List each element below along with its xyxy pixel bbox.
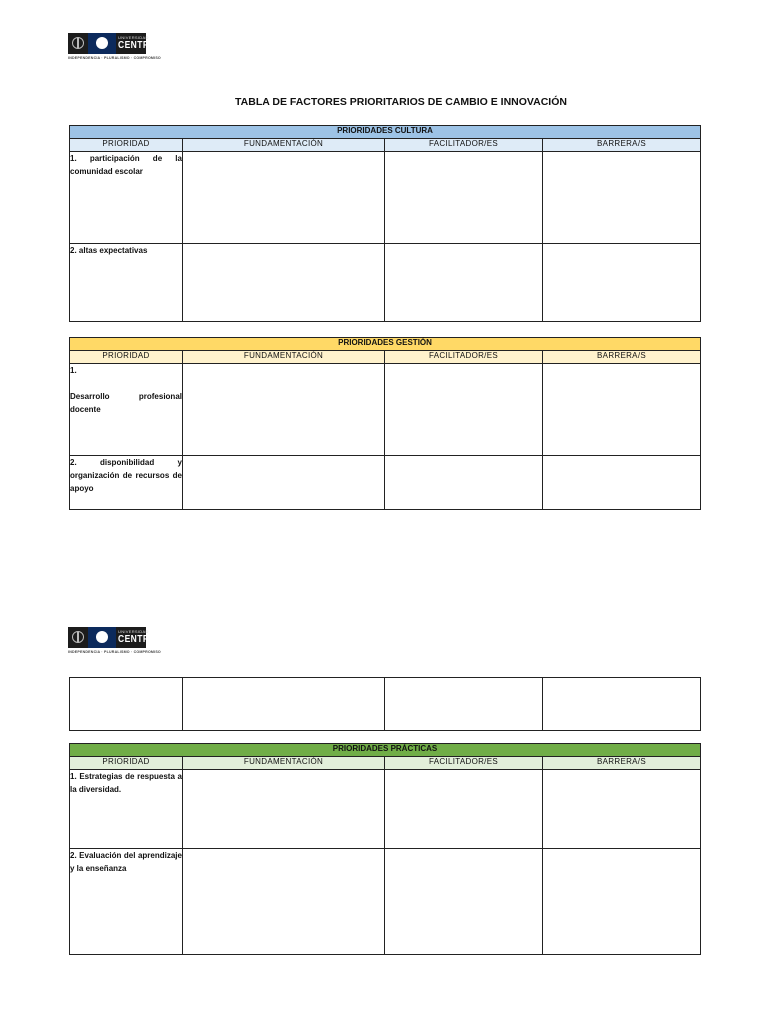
table-title: PRIORIDADES GESTIÓN: [70, 338, 701, 351]
column-header-prioridad: PRIORIDAD: [70, 351, 183, 364]
column-header-barreras: BARRERA/S: [543, 139, 701, 152]
priority-cell: [70, 152, 183, 244]
column-header-fundamentacion: FUNDAMENTACIÓN: [183, 351, 385, 364]
fundamentacion-cell[interactable]: [183, 244, 385, 322]
priority-number: 1.: [70, 366, 77, 375]
fundamentacion-cell[interactable]: [183, 456, 385, 510]
logo-tagline: INDEPENDENCIA · PLURALISMO · COMPROMISO: [68, 650, 161, 654]
barreras-cell[interactable]: [543, 849, 701, 955]
priority-cell: [70, 456, 183, 510]
priority-number: 1.: [70, 772, 77, 781]
barreras-cell[interactable]: [543, 244, 701, 322]
logo-emblem: [68, 33, 162, 54]
facilitadores-cell[interactable]: [385, 678, 543, 731]
facilitadores-cell[interactable]: [385, 849, 543, 955]
logo-tagline: INDEPENDENCIA · PLURALISMO · COMPROMISO: [68, 56, 161, 60]
prioridad-cell[interactable]: [70, 678, 183, 731]
priority-text: Evaluación del aprendizaje y la enseñanza: [70, 851, 182, 873]
column-header-facilitadores: FACILITADOR/ES: [385, 139, 543, 152]
table-prioridades-cultura: [69, 125, 701, 322]
globe-icon: [72, 631, 84, 643]
globe-icon: [72, 37, 84, 49]
facilitadores-cell[interactable]: [385, 770, 543, 849]
column-header-barreras: BARRERA/S: [543, 351, 701, 364]
priority-cell: [70, 364, 183, 456]
facilitadores-cell[interactable]: [385, 152, 543, 244]
logo-name: CENTRAL: [118, 634, 162, 645]
table-row: [70, 678, 701, 731]
priority-text: Estrategias de respuesta a la diversidad.: [70, 772, 182, 794]
column-header-fundamentacion: FUNDAMENTACIÓN: [183, 139, 385, 152]
table-row: [70, 770, 701, 849]
barreras-cell[interactable]: [543, 678, 701, 731]
logo-name: CENTRAL: [118, 40, 162, 51]
fundamentacion-cell[interactable]: [183, 849, 385, 955]
fundamentacion-cell[interactable]: [183, 770, 385, 849]
fundamentacion-cell[interactable]: [183, 678, 385, 731]
logo-blue-block: [88, 33, 116, 54]
table-row: [70, 849, 701, 955]
priority-cell: [70, 770, 183, 849]
priority-text: altas expectativas: [78, 246, 148, 255]
priority-text: Desarrollo profesional docente: [70, 392, 182, 414]
barreras-cell[interactable]: [543, 152, 701, 244]
table-prioridades-practicas: [69, 743, 701, 955]
document-title: TABLA DE FACTORES PRIORITARIOS DE CAMBIO E INNOVACIÓN: [235, 96, 567, 108]
facilitadores-cell[interactable]: [385, 364, 543, 456]
table-row: [70, 244, 701, 322]
logo-small-text: UNIVERSIDAD: [118, 629, 149, 634]
table-row: [70, 364, 701, 456]
table-continuation: [69, 677, 701, 731]
priority-number: 2.: [70, 458, 77, 467]
logo-blue-block: [88, 627, 116, 648]
column-header-fundamentacion: FUNDAMENTACIÓN: [183, 757, 385, 770]
fundamentacion-cell[interactable]: [183, 364, 385, 456]
table-row: [70, 456, 701, 510]
column-header-prioridad: PRIORIDAD: [70, 139, 183, 152]
priority-number: 1.: [70, 154, 77, 163]
priority-text: participación de la comunidad escolar: [70, 154, 182, 176]
priority-cell: [70, 244, 183, 322]
priority-number: 2.: [70, 246, 77, 255]
column-header-prioridad: PRIORIDAD: [70, 757, 183, 770]
university-logo: [68, 627, 162, 655]
table-title: PRIORIDADES PRÁCTICAS: [70, 744, 701, 757]
barreras-cell[interactable]: [543, 364, 701, 456]
university-logo: [68, 33, 162, 61]
table-row: [70, 152, 701, 244]
priority-cell: [70, 849, 183, 955]
priority-text: disponibilidad y organización de recursos de apoyo: [70, 458, 182, 493]
table-title: PRIORIDADES CULTURA: [70, 126, 701, 139]
facilitadores-cell[interactable]: [385, 456, 543, 510]
facilitadores-cell[interactable]: [385, 244, 543, 322]
fundamentacion-cell[interactable]: [183, 152, 385, 244]
logo-small-text: UNIVERSIDAD: [118, 35, 149, 40]
column-header-facilitadores: FACILITADOR/ES: [385, 757, 543, 770]
priority-number: 2.: [70, 851, 77, 860]
barreras-cell[interactable]: [543, 770, 701, 849]
table-prioridades-gestion: [69, 337, 701, 510]
column-header-facilitadores: FACILITADOR/ES: [385, 351, 543, 364]
logo-emblem: [68, 627, 162, 648]
barreras-cell[interactable]: [543, 456, 701, 510]
column-header-barreras: BARRERA/S: [543, 757, 701, 770]
